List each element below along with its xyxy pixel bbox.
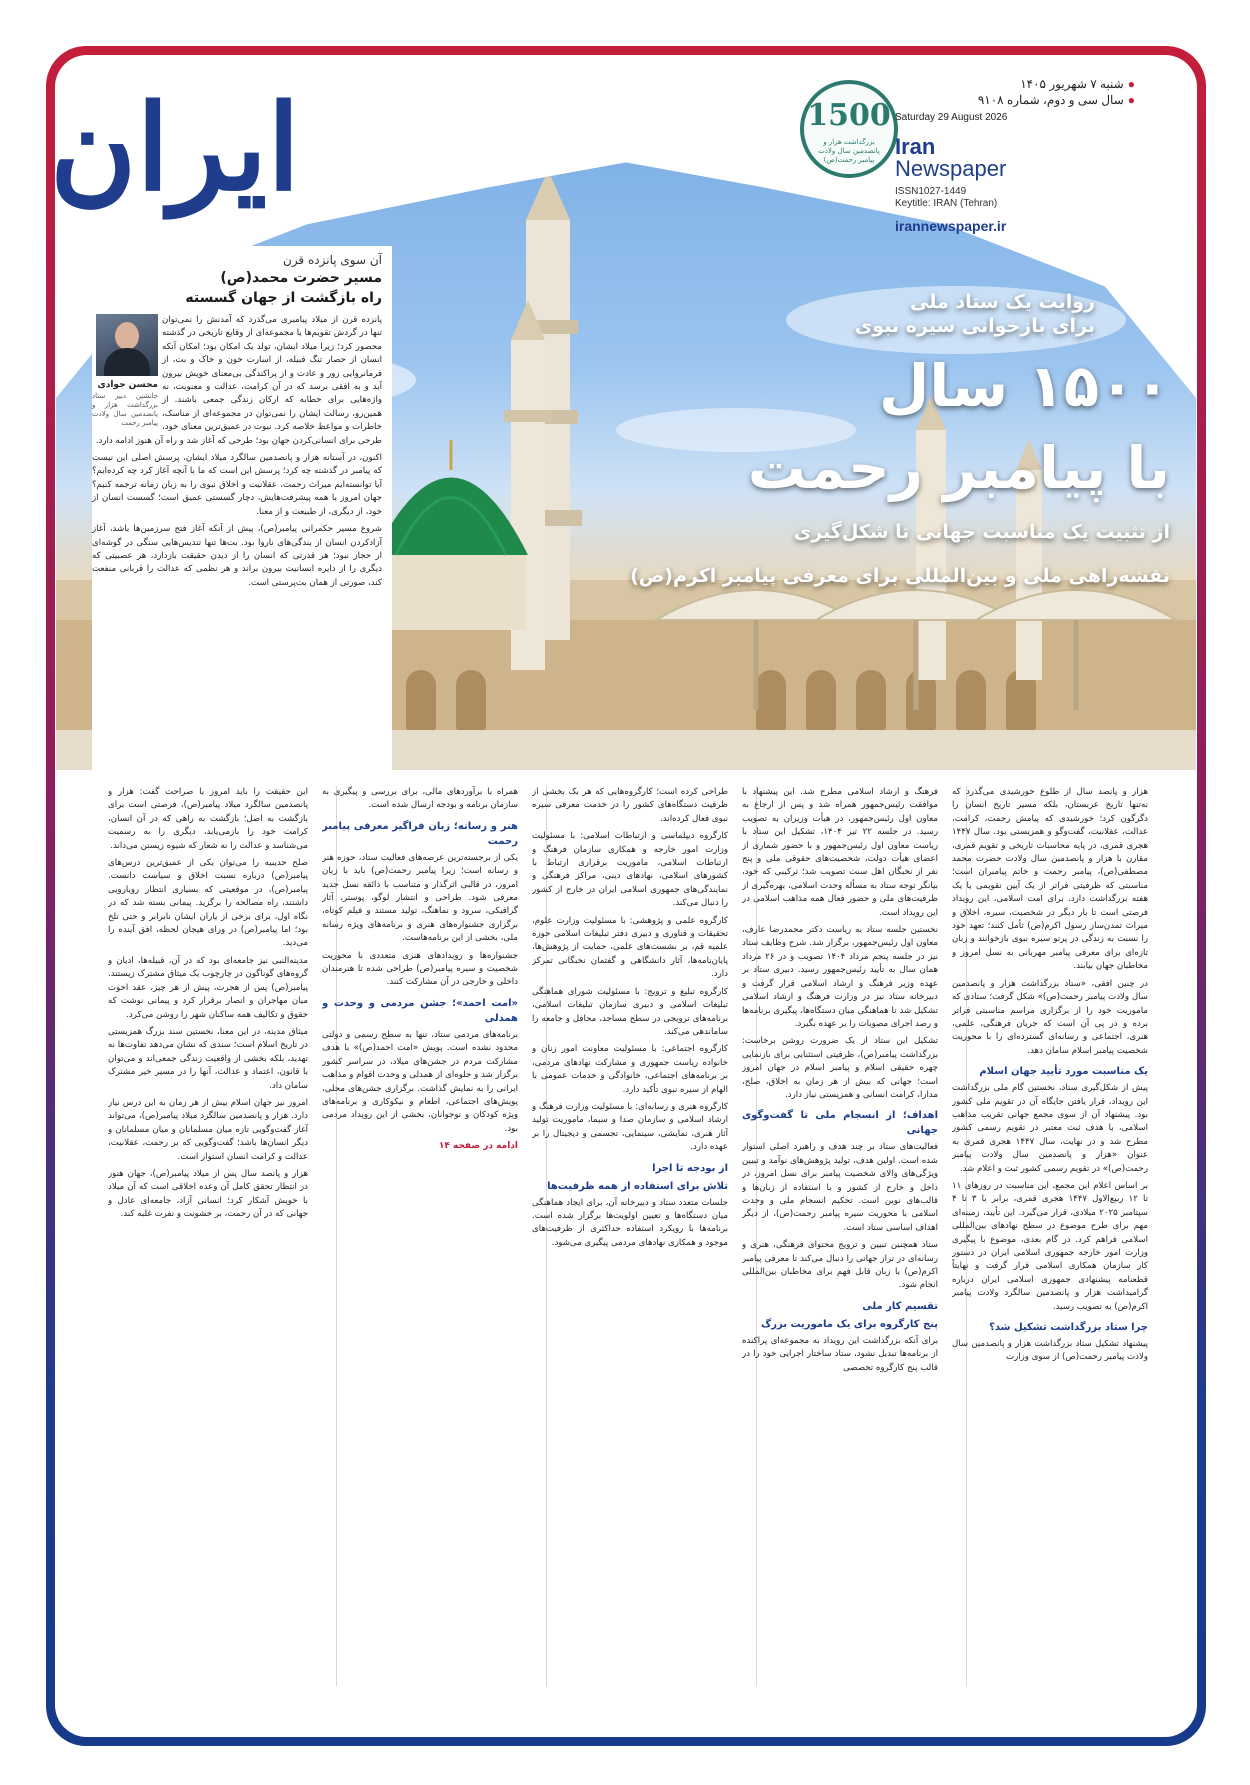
article-paragraph: پیشنهاد تشکیل ستاد بزرگداشت هزار و پانصدمین سال ولادت پیامبر رحمت(ص) از سوی وزارت [952, 1339, 1148, 1363]
avatar [96, 314, 158, 376]
article-column-4 [322, 786, 518, 1706]
section-subheading: پنج کارگروه برای یک ماموریت بزرگ [761, 1318, 938, 1330]
masthead-info [895, 76, 1135, 234]
article-paragraph: این حقیقت را باید امروز با صراحت گفت: هزار و پانصدمین سالگرد میلاد پیامبر(ص)، فرصتی است برای بازگشت به اصل؛ بازگشت به راهی که در آن انسان، کرامت خود را بازمی‌یابد، دیگری را به رسمیت می‌شناسد و عدالت را نه شعار که شیوه زیستن می‌داند. [108, 787, 308, 851]
section-heading: «امت احمد»؛ جشن مردمی و وحدت و همدلی [322, 997, 518, 1024]
issn: ISSN1027-1449 [895, 186, 967, 197]
opinion-title-1[interactable]: مسیر حضرت محمد(ص) [220, 270, 382, 286]
article-column-3 [532, 786, 728, 1706]
article-paragraph: طراحی کرده است؛ کارگروه‌هایی که هر یک بخشی از ظرفیت دستگاه‌های کشور را در خدمت معرفی سیره نبوی فعال کرده‌اند. [532, 787, 728, 824]
article-paragraph: فعالیت‌های ستاد بر چند هدف و راهبرد اصلی استوار شده است. اولین هدف، تولید پژوهش‌های نوآمد و تبیین ویژگی‌های والای شخصیت پیامبر برای نسل امروز، در داخل و خارج از کشور و با استفاده از زبان‌ها و قالب‌های نوین است. تحکیم انسجام ملی و وحدت اسلامی با محوریت سیره پیامبر رحمت(ص)، از دیگر اهداف اساسی ستاد است. [742, 1142, 938, 1233]
section-heading: هنر و رسانه؛ زبان فراگیر معرفی پیامبر رحمت [322, 820, 518, 847]
author-photo-block [92, 314, 158, 428]
article-paragraph: نخستین جلسه ستاد به ریاست دکتر محمدرضا عارف، معاون اول رئیس‌جمهور، برگزار شد. شرح وظایف ستاد نیز در جلسه پنجم مرداد ۱۴۰۴ تصویب و در ۲۶ مرداد همان سال به تأیید رئیس‌جمهور رسید. دبیری ستاد بر عهده وزیر فرهنگ و ارشاد اسلامی قرار گرفت و دبیرخانه ستاد نیز در وزارت فرهنگ و ارشاد اسلامی تشکیل شد تا هماهنگی میان دستگاه‌ها، پیگیری برنامه‌ها و رصد اجرای مصوبات را بر عهده بگیرد. [742, 925, 938, 1029]
emblem-number: 1500 [807, 98, 891, 133]
article-paragraph: ستاد همچنین تبیین و ترویج محتوای فرهنگی، هنری و رسانه‌ای در تراز جهانی را دنبال می‌کند تا معرفی پیامبر اکرم(ص) با زبان قابل فهم برای مخاطبان بین‌المللی انجام شود. [742, 1240, 938, 1291]
newspaper-logo[interactable]: ایران [49, 78, 300, 217]
article-paragraph: جلسات متعدد ستاد و دبیرخانه آن، برای ایجاد هماهنگی میان دستگاه‌ها و تعیین اولویت‌ها برگزار شده است. برنامه‌ها با رویکرد استفاده حداکثری از ظرفیت‌های موجود و همکاری نهادهای مردمی پیگیری می‌شود. [532, 1197, 728, 1248]
continue-link[interactable]: ادامه در صفحه ۱۴ [438, 1141, 518, 1152]
article-paragraph: مدینه‌النبی نیز جامعه‌ای بود که در آن، قبیله‌ها، ادیان و گروه‌های گوناگون در چارچوب یک میثاق مشترک زیستند. پیامبر(ص) پس از هجرت، پیش از هر چیز، عقد اخوت میان مهاجران و انصار برقرار کرد و پیمانی نوشت که حقوق و تکالیف همه ساکنان شهر را روشن می‌کرد. [108, 955, 308, 1020]
keytitle: Keytitle: IRAN (Tehran) [895, 198, 998, 209]
article-paragraph: جشنواره‌ها و رویدادهای هنری متعددی با محوریت شخصیت و سیره پیامبر(ص) طراحی شده تا هنرمندان داخلی و خارجی در آن مشارکت کنند. [322, 950, 518, 988]
opinion-column [92, 246, 392, 776]
article-paragraph: کارگروه دیپلماسی و ارتباطات اسلامی: با مسئولیت وزارت امور خارجه و همکاری سازمان فرهنگ و ارتباطات اسلامی، ماموریت برقراری ارتباط با کشورهای اسلامی، نهادهای دینی، مراکز فرهنگی و نمایندگی‌های جمهوری اسلامی ایران در خارج از کشور را دنبال می‌کند. [532, 831, 728, 909]
date-persian-row: ●شنبه ۷ شهریور ۱۴۰۵ [1020, 77, 1135, 91]
date-english: Saturday 29 August 2026 [895, 112, 1008, 123]
section-heading: از بودجه تا اجرا [652, 1162, 728, 1174]
hero-headline-block [570, 290, 1170, 590]
article-paragraph: هزار و پانصد سال از طلوع خورشیدی می‌گذرد که نه‌تنها تاریخ عربستان، بلکه مسیر تاریخ انسان را دگرگون کرد؛ خورشیدی که پیامش رحمت، کرامت، عدالت، عقلانیت، گفت‌وگو و همزیستی بود. سال ۱۴۴۷ هجری قمری، در پایه محاسبات تاریخی و تقویم قمری، مقارن با هزار و پانصدمین سال ولادت حضرت محمد مصطفی(ص)، پیامبر رحمت و خاتم پیامبران است؛ مناسبتی که ظرفیتی فراتر از یک آیین تقویمی یا یک هفته بزرگداشت دارد. برای امت اسلامی، این رویداد فرصتی است تا بار دیگر در شخصیت، سیره، اخلاق و میراث تمدن‌ساز رسول اکرم(ص) تأمل کنند؛ تعهد خود را نسبت به زندگی در پرتو سیره نبوی بازخوانند و زبان تازه‌ای برای معرفی پیامبر مهربانی به نسل امروز و مخاطبان جهان بیابند. [952, 787, 1148, 972]
section-heading: یک مناسبت مورد تأیید جهان اسلام [979, 1066, 1148, 1078]
article-paragraph: کارگروه اجتماعی: با مسئولیت معاونت امور زنان و خانواده ریاست جمهوری و مشارکت نهادهای مردمی، بر برنامه‌های اجتماعی، خانوادگی و خدمات عمومی با الهام از سیره نبوی تأکید دارد. [532, 1044, 728, 1095]
brand-line-2: Newspaper [895, 156, 1007, 181]
article-paragraph: کارگروه علمی و پژوهشی: با مسئولیت وزارت علوم، تحقیقات و فناوری و دبیری دفتر تبلیغات اسلامی حوزه علمیه قم، بر نشست‌های علمی، حمایت از پژوهش‌ها، پایان‌نامه‌ها، آثار دانشگاهی و گفتمان نخبگانی تمرکز دارد. [532, 915, 728, 980]
hero-subtitle-2: نقشه‌راهی ملی و بین‌المللی برای معرفی پیامبر اکرم(ص) [630, 565, 1170, 587]
article-paragraph: برای آنکه بزرگداشت این رویداد به مجموعه‌ای پراکنده از برنامه‌ها تبدیل نشود، ستاد ساختار اجرایی خود را در قالب پنج کارگروه تخصصی [742, 1335, 938, 1373]
article-paragraph: بر اساس اعلام این مجمع، این مناسبت در روزهای ۱۱ تا ۱۲ ربیع‌الاول ۱۴۴۷ هجری قمری، برابر با ۳ تا ۴ سپتامبر ۲۰۲۵ میلادی، قرار می‌گیرد. این تأیید، زمینه‌ای مهم برای طرح موضوع در سطح نهادهای بین‌المللی اسلامی فراهم کرد. در گام بعدی، موضوع با پیگیری وزارت امور خارجه جمهوری اسلامی ایران در دستور کار سازمان همکاری اسلامی قرار گرفت و نهایتاً قطعنامه پیشنهادی جمهوری اسلامی ایران درباره گرامیداشت هزار و پانصدمین سالگرد ولادت پیامبر اکرم(ص) به تصویب رسید. [952, 1180, 1148, 1312]
author-role: جانشین دبیر ستاد بزرگداشت هزار و پانصدمین سال ولادت پیامبر رحمت [92, 392, 158, 428]
article-paragraph: هزار و پانصد سال پس از میلاد پیامبر(ص)، جهان هنوز در انتظار تحقق کامل آن وعده اخلاقی است که آن میلاد با خویش آشکار کرد؛ انسانی آزاد، جامعه‌ای عادل و جهانی که در آن رحمت، بر خشونت و نفرت غلبه کند. [108, 1168, 308, 1220]
section-subheading: تلاش برای استفاده از همه ظرفیت‌ها [547, 1180, 728, 1192]
section-heading: اهداف؛ از انسجام ملی تا گفت‌وگوی جهانی [742, 1110, 938, 1137]
brand-english [895, 136, 1135, 180]
section-heading: تقسیم کار ملی [862, 1300, 938, 1312]
article-paragraph: کارگروه هنری و رسانه‌ای: با مسئولیت وزارت فرهنگ و ارشاد اسلامی و سازمان صدا و سیما، ماموریت تولید آثار هنری، نمایشی، سینمایی، تجسمی و دیجیتال را بر عهده دارد. [532, 1101, 728, 1153]
website-link[interactable]: irannewspaper.ir [895, 218, 1007, 234]
opinion-paragraph: پانزده قرن از میلاد پیامبری می‌گذرد که آمدنش را نمی‌توان تنها در گردش تقویم‌ها یا مجموعه‌ای از وقایع تاریخی در گذشته محصور کرد؛ زیرا میلاد ایشان، تولد یک امکان بود؛ امکان آنکه انسان از حصار تنگ قبیله، از اسارت خون و خاک و بت، از فرمانروایی زور و عادت و از پراکندگی بی‌معنای خویش بیرون آید و به افقی برسد که در آن کرامت، عدالت و معنویت، نه واژه‌هایی برای خطابه که ارکان زندگی جمعی باشند. از همین‌رو، رسالت ایشان را نمی‌توان در مجموعه‌ای از مناسک، خاطرات و مواعظ خلاصه کرد. نبوت در عمیق‌ترین معنای خود، طرحی برای انسانی‌کردن جهان بود؛ طرحی که آغاز شد و راه آن هنوز ادامه دارد. [95, 315, 382, 446]
article-column-5 [108, 786, 308, 1706]
article-paragraph: در چنین افقی، «ستاد بزرگداشت هزار و پانصدمین سال ولادت پیامبر رحمت(ص)» شکل گرفت؛ ستادی که ماموریت خود را از برگزاری مراسم مناسبتی فراتر برده و در پی آن است که جریان فرهنگی، علمی، هنری، اجتماعی و رسانه‌ای گسترده‌ای را با محوریت شخصیت پیامبر اسلام سامان دهد. [952, 978, 1148, 1056]
anniversary-emblem [800, 80, 898, 178]
article-paragraph: برنامه‌های مردمی ستاد، تنها به سطح رسمی و دولتی محدود نشده است. پویش «امت احمد(ص)» با هدف مشارکت مردم در جشن‌های میلاد، در سراسر کشور برگزار شد و جلوه‌ای از همدلی و وحدت اقوام و مذاهب ایرانی را به نمایش گذاشت. برگزاری جشن‌های محلی، پویش‌های اجتماعی، اطعام و نیکوکاری و برنامه‌های ویژه کودکان و نوجوانان، بخشی از این رویداد مردمی بود. [322, 1029, 518, 1134]
date-persian: شنبه ۷ شهریور ۱۴۰۵ [1020, 77, 1124, 91]
article-paragraph: یکی از برجسته‌ترین عرصه‌های فعالیت ستاد، حوزه هنر و رسانه است؛ زیرا پیامبر رحمت(ص) باید با زبان امروز، در قالبی اثرگذار و متناسب با ذائقه نسل جدید معرفی شود. طراحی و انتشار لوگو، پوستر، آثار گرافیکی، سرود و نماهنگ، تولید مستند و فیلم کوتاه، برگزاری جشنواره‌های هنری و برنامه‌های ویژه رسانه ملی، بخشی از این برنامه‌هاست. [322, 852, 518, 944]
article-paragraph: امروز نیز جهان اسلام بیش از هر زمان به این درس نیاز دارد. هزار و پانصدمین سالگرد میلاد پیامبر(ص)، می‌تواند آغاز گفت‌وگویی تازه میان مسلمانان و میان مسلمانان و دیگر انسان‌ها باشد؛ گفت‌وگویی که بر رحمت، عقلانیت، عدالت و کرامت انسان استوار است. [108, 1097, 308, 1162]
opinion-body [92, 314, 382, 590]
brand-line-1: Iran [895, 134, 936, 159]
issue-row: ●سال سی و دوم، شماره ۹۱۰۸ [977, 93, 1135, 107]
opinion-title-2[interactable]: راه بازگشت از جهان گسسته [185, 290, 382, 306]
article-paragraph: کارگروه تبلیغ و ترویج: با مسئولیت شورای هماهنگی تبلیغات اسلامی و دبیری سازمان تبلیغات اسلامی، برنامه‌های ترویجی در سطح مساجد، محافل و جامعه را ساماندهی می‌کند. [532, 986, 728, 1037]
article-paragraph: تشکیل این ستاد از یک ضرورت روشن برخاست: بزرگداشت پیامبر(ص)، ظرفیتی استثنایی برای بازنمایی چهره حقیقی اسلام و پیامبر اسلام در جهان امروز است؛ جهانی که بیش از هر زمان به اخلاق، صلح، مدارا، کرامت انسانی و همزیستی نیاز دارد. [742, 1036, 938, 1100]
hero-kicker-2: برای بازخوانی سیره نبوی [854, 315, 1095, 337]
opinion-paragraph: شروع مسیر حکمرانی پیامبر(ص)، پیش از آنکه آغاز فتح سرزمین‌ها باشد، آغاز آزادکردن انسان از بندگی‌های ناروا بود. بت‌ها تنها تندیس‌هایی سنگی در گوشه‌ای از حجاز نبود؛ هر قدرتی که انسان را از دیدن حقیقت بازدارد، هر عصبیتی که دیگری را از دایره انسانیت بیرون براند و هر نظمی که عدالت را قربانی منفعت کند، صورتی از همان بت‌پرستی است. [92, 524, 382, 588]
hero-title-2[interactable]: با پیامبر رحمت [747, 434, 1170, 502]
opinion-kicker: آن سوی پانزده قرن [283, 253, 382, 267]
article-paragraph: پیش از شکل‌گیری ستاد، نخستین گام ملی بزرگداشت این رویداد، قرار یافتن جایگاه آن در تقویم ملی کشور بود. پیشنهاد آن از سوی مجمع جهانی تقریب مذاهب اسلامی، با هدف ثبت معتبر در تقویم رسمی کشور مطرح شد و در نهایت، سال ۱۴۴۷ هجری قمری به عنوان «هزار و پانصدمین سال ولادت پیامبر رحمت(ص)» در تقویم رسمی کشور ثبت و اعلام شد. [952, 1083, 1148, 1174]
article-column-2 [742, 786, 938, 1706]
hero-kicker-1: روایت یک ستاد ملی [909, 291, 1095, 313]
article-paragraph: میثاق مدینه، در این معنا، نخستین سند بزرگ همزیستی در تاریخ اسلام است؛ سندی که نشان می‌دهد تفاوت‌ها نه تهدید، بلکه بخشی از واقعیت زندگی جمعی‌اند و می‌توان با قانون، اعتماد و عدالت، آنها را در مسیر خیر مشترک سامان داد. [108, 1026, 308, 1091]
emblem-text: بزرگداشت هزار و پانصدمین سال ولادت پیامبر رحمت(ص) [818, 138, 880, 164]
article-paragraph: فرهنگ و ارشاد اسلامی مطرح شد. این پیشنهاد با موافقت رئیس‌جمهور همراه شد و پس از ارجاع به معاون اول رئیس‌جمهور، در هیأت وزیران به تصویب رسید. در جلسه ۲۲ تیر ۱۴۰۴، تشکیل این ستاد با ریاست معاون اول رئیس‌جمهور و با حضور شماری از اعضای هیأت دولت، شخصیت‌های حقوقی ملی و پنج نفر از نخبگان اهل سنت تصویب شد؛ ترکیبی که خود، بیانگر توجه ستاد به مسأله وحدت اسلامی، بهره‌گیری از ظرفیت‌های ملی و حضور فعال همه مذاهب اسلامی در این رویداد است. [742, 787, 938, 918]
author-name: محسن جوادی [97, 380, 158, 390]
hero-subtitle-1: از تثبیت یک مناسبت جهانی تا شکل‌گیری [793, 521, 1170, 543]
article-columns [108, 786, 1148, 1706]
article-paragraph: همراه با برآوردهای مالی، برای بررسی و پیگیری به سازمان برنامه و بودجه ارسال شده است. [322, 787, 518, 811]
section-heading: چرا ستاد بزرگداشت تشکیل شد؟ [989, 1322, 1148, 1334]
opinion-paragraph: اکنون، در آستانه هزار و پانصدمین سالگرد میلاد ایشان، پرسش اصلی این نیست که پیامبر در گذشته چه کرد؛ پرسش این است که ما با آنچه آغاز کرد چه کرده‌ایم؟ آیا توانسته‌ایم میراث رحمت، عقلانیت و اخلاق نبوی را به زبان زمانه ترجمه کنیم؟ جهان امروز با همه پیشرفت‌هایش، دچار گسستی عمیق است؛ گسست انسان از خود، از دیگری، از طبیعت و از معنا. [92, 453, 382, 517]
article-paragraph: صلح حدیبیه را می‌توان یکی از عمیق‌ترین درس‌های پیامبر(ص) درباره نسبت اخلاق و سیاست دانست. پیامبر(ص)، در موقعیتی که بسیاری انتظار رویارویی داشتند، راه مصالحه را برگزید. پیمانی بسته شد که در نگاه اول، برای برخی از یاران ایشان نابرابر و حتی تلخ بود؛ اما پیامبر(ص) در ورای هیجان لحظه، افق آینده را می‌دید. [108, 858, 308, 949]
issue-number: سال سی و دوم، شماره ۹۱۰۸ [977, 93, 1124, 107]
article-column-1 [952, 786, 1148, 1706]
hero-title-1[interactable]: ۱۵۰۰ سال [879, 352, 1170, 420]
